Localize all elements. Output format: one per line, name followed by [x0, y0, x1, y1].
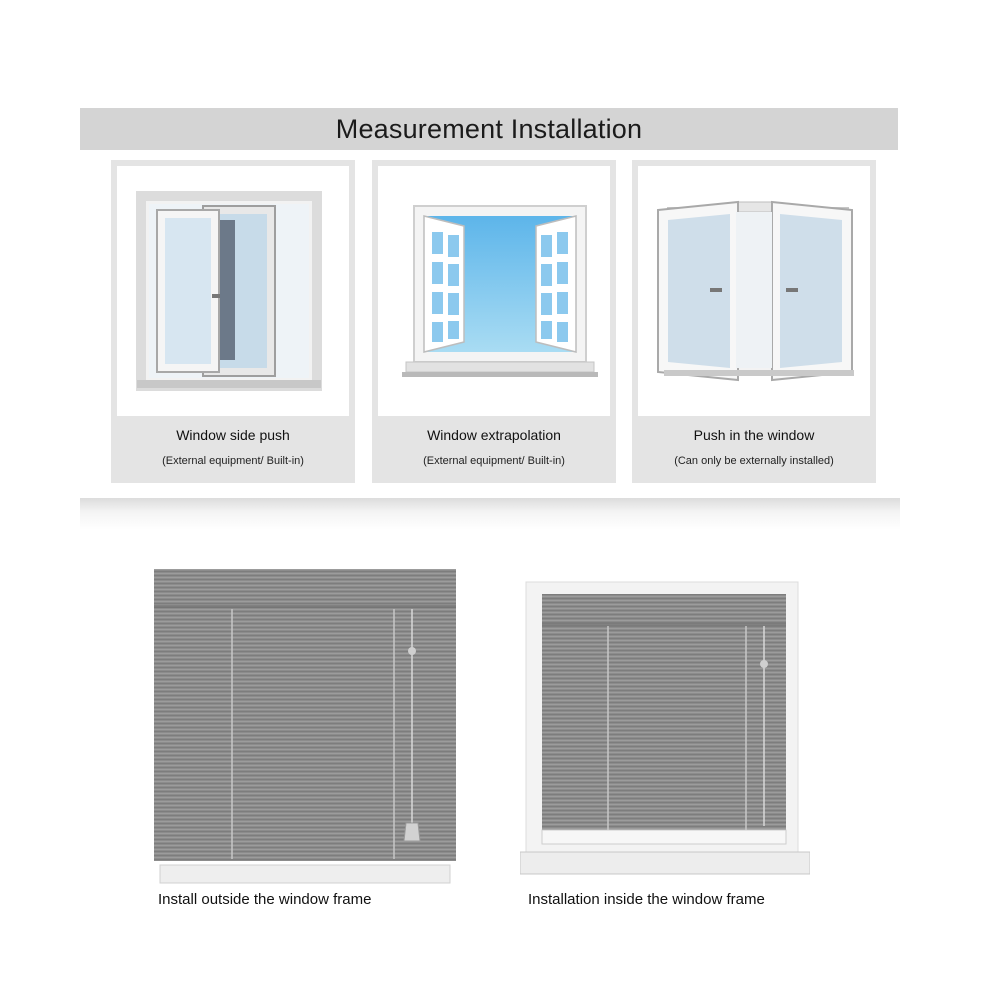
section-divider — [80, 498, 900, 530]
installation-caption: Install outside the window frame — [158, 891, 372, 908]
outside-mount-illustration — [150, 565, 460, 885]
inside-mount-blind-icon — [520, 580, 810, 880]
title-bar — [80, 108, 898, 150]
panel-image — [378, 166, 610, 416]
panel-caption: Window side push — [176, 427, 290, 443]
panel-image — [638, 166, 870, 416]
inward-casement-window-icon — [638, 166, 870, 416]
outside-mount-blind-icon — [150, 565, 460, 885]
inside-mount-illustration — [520, 580, 810, 880]
page-title: Measurement Installation — [335, 113, 643, 144]
installation-caption: Installation inside the window frame — [528, 891, 765, 908]
panel-push-in-window — [632, 160, 876, 483]
panel-subcaption: (External equipment/ Built-in) — [162, 455, 304, 467]
panel-subcaption: (External equipment/ Built-in) — [423, 455, 565, 467]
panel-window-side-push — [111, 160, 355, 483]
panel-caption: Window extrapolation — [427, 427, 561, 443]
panel-subcaption: (Can only be externally installed) — [674, 455, 834, 467]
panel-image — [117, 166, 349, 416]
sliding-window-icon — [117, 166, 349, 416]
outward-casement-window-icon — [378, 166, 610, 416]
panel-caption: Push in the window — [693, 427, 815, 443]
panel-window-extrapolation — [372, 160, 616, 483]
